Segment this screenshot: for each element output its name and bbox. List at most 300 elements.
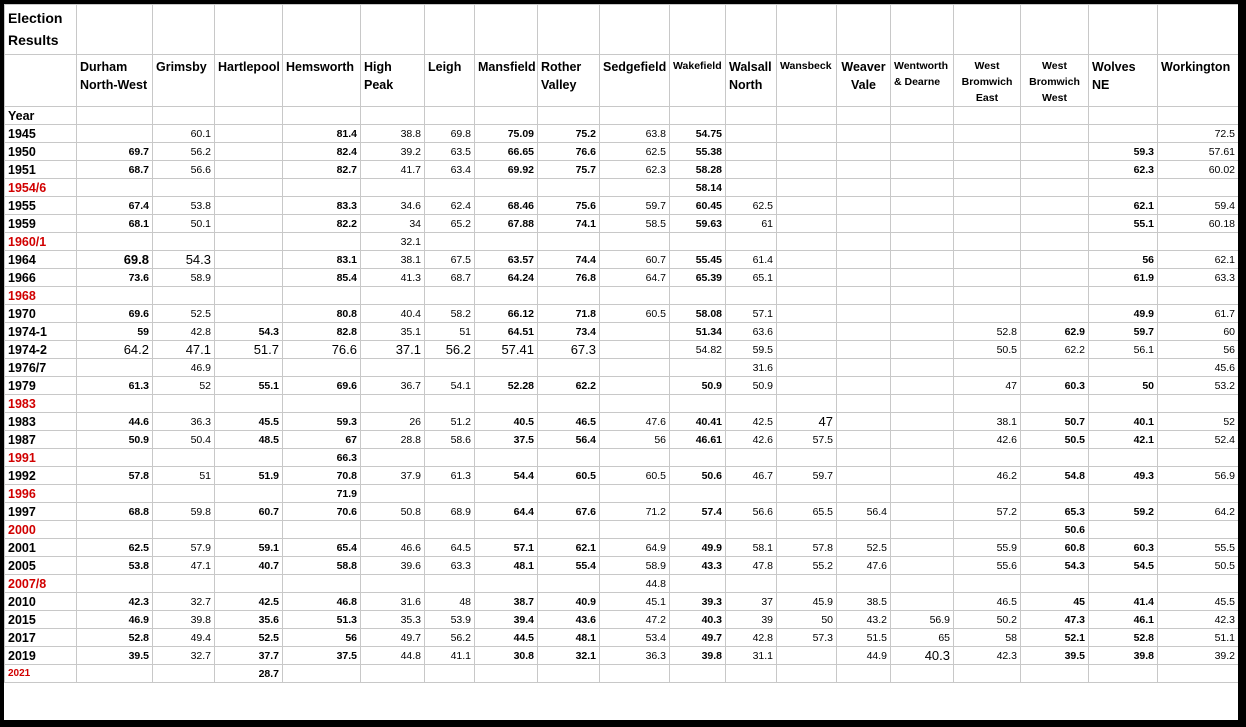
data-cell[interactable] bbox=[891, 251, 954, 269]
data-cell[interactable]: 54.82 bbox=[670, 341, 726, 359]
data-cell[interactable] bbox=[1089, 521, 1158, 539]
data-cell[interactable] bbox=[837, 467, 891, 485]
data-cell[interactable]: 50.5 bbox=[954, 341, 1021, 359]
data-cell[interactable] bbox=[891, 431, 954, 449]
data-cell[interactable] bbox=[954, 449, 1021, 467]
data-cell[interactable]: 60.3 bbox=[1021, 377, 1089, 395]
data-cell[interactable]: 34 bbox=[361, 215, 425, 233]
data-cell[interactable] bbox=[425, 665, 475, 683]
data-cell[interactable]: 47.3 bbox=[1021, 611, 1089, 629]
data-cell[interactable] bbox=[954, 305, 1021, 323]
data-cell[interactable]: 82.8 bbox=[283, 323, 361, 341]
data-cell[interactable]: 41.4 bbox=[1089, 593, 1158, 611]
data-cell[interactable] bbox=[891, 341, 954, 359]
data-cell[interactable] bbox=[891, 503, 954, 521]
data-cell[interactable]: 47.8 bbox=[726, 557, 777, 575]
data-cell[interactable]: 80.8 bbox=[283, 305, 361, 323]
data-cell[interactable] bbox=[538, 521, 600, 539]
data-cell[interactable] bbox=[954, 161, 1021, 179]
data-cell[interactable] bbox=[538, 665, 600, 683]
data-cell[interactable]: 57.61 bbox=[1158, 143, 1239, 161]
data-cell[interactable]: 68.9 bbox=[425, 503, 475, 521]
data-cell[interactable]: 55.5 bbox=[1158, 539, 1239, 557]
data-cell[interactable]: 42.3 bbox=[1158, 611, 1239, 629]
year-cell[interactable]: 1960/1 bbox=[5, 233, 77, 251]
data-cell[interactable]: 58.28 bbox=[670, 161, 726, 179]
data-cell[interactable]: 60.45 bbox=[670, 197, 726, 215]
data-cell[interactable] bbox=[891, 593, 954, 611]
data-cell[interactable] bbox=[837, 215, 891, 233]
data-cell[interactable]: 51.34 bbox=[670, 323, 726, 341]
data-cell[interactable]: 65.4 bbox=[283, 539, 361, 557]
data-cell[interactable]: 66.65 bbox=[475, 143, 538, 161]
year-cell[interactable]: 1992 bbox=[5, 467, 77, 485]
data-cell[interactable] bbox=[954, 197, 1021, 215]
data-cell[interactable] bbox=[777, 269, 837, 287]
data-cell[interactable]: 41.1 bbox=[425, 647, 475, 665]
data-cell[interactable]: 83.1 bbox=[283, 251, 361, 269]
data-cell[interactable] bbox=[837, 125, 891, 143]
data-cell[interactable]: 56.9 bbox=[891, 611, 954, 629]
data-cell[interactable] bbox=[1021, 269, 1089, 287]
data-cell[interactable]: 58.1 bbox=[726, 539, 777, 557]
data-cell[interactable] bbox=[1021, 197, 1089, 215]
data-cell[interactable]: 55.1 bbox=[1089, 215, 1158, 233]
data-cell[interactable] bbox=[475, 665, 538, 683]
data-cell[interactable]: 50.2 bbox=[954, 611, 1021, 629]
data-cell[interactable]: 63.57 bbox=[475, 251, 538, 269]
data-cell[interactable] bbox=[538, 179, 600, 197]
data-cell[interactable]: 44.6 bbox=[77, 413, 153, 431]
year-cell[interactable]: 1959 bbox=[5, 215, 77, 233]
data-cell[interactable] bbox=[1089, 125, 1158, 143]
data-cell[interactable]: 40.9 bbox=[538, 593, 600, 611]
data-cell[interactable]: 51 bbox=[425, 323, 475, 341]
data-cell[interactable]: 67 bbox=[283, 431, 361, 449]
data-cell[interactable]: 38.1 bbox=[361, 251, 425, 269]
data-cell[interactable]: 39.2 bbox=[361, 143, 425, 161]
data-cell[interactable] bbox=[891, 305, 954, 323]
data-cell[interactable]: 67.3 bbox=[538, 341, 600, 359]
data-cell[interactable] bbox=[153, 395, 215, 413]
data-cell[interactable] bbox=[777, 125, 837, 143]
data-cell[interactable]: 41.3 bbox=[361, 269, 425, 287]
column-header[interactable] bbox=[1021, 55, 1089, 107]
data-cell[interactable]: 57.5 bbox=[777, 431, 837, 449]
data-cell[interactable] bbox=[777, 143, 837, 161]
data-cell[interactable]: 46.5 bbox=[954, 593, 1021, 611]
data-cell[interactable]: 46.6 bbox=[361, 539, 425, 557]
data-cell[interactable]: 60.3 bbox=[1089, 539, 1158, 557]
data-cell[interactable] bbox=[425, 521, 475, 539]
data-cell[interactable]: 47 bbox=[777, 413, 837, 431]
data-cell[interactable]: 47.1 bbox=[153, 341, 215, 359]
data-cell[interactable]: 57.8 bbox=[77, 467, 153, 485]
year-cell[interactable]: 2017 bbox=[5, 629, 77, 647]
data-cell[interactable] bbox=[670, 359, 726, 377]
data-cell[interactable] bbox=[538, 485, 600, 503]
data-cell[interactable] bbox=[215, 143, 283, 161]
data-cell[interactable]: 45.6 bbox=[1158, 359, 1239, 377]
data-cell[interactable] bbox=[215, 305, 283, 323]
data-cell[interactable] bbox=[283, 575, 361, 593]
data-cell[interactable]: 67.5 bbox=[425, 251, 475, 269]
data-cell[interactable]: 59.7 bbox=[1089, 323, 1158, 341]
data-cell[interactable] bbox=[425, 575, 475, 593]
data-cell[interactable] bbox=[837, 305, 891, 323]
data-cell[interactable]: 69.8 bbox=[425, 125, 475, 143]
column-header[interactable] bbox=[283, 55, 361, 107]
data-cell[interactable] bbox=[777, 323, 837, 341]
data-cell[interactable]: 60.7 bbox=[215, 503, 283, 521]
data-cell[interactable] bbox=[1021, 665, 1089, 683]
data-cell[interactable]: 56 bbox=[600, 431, 670, 449]
data-cell[interactable]: 51.7 bbox=[215, 341, 283, 359]
data-cell[interactable]: 32.7 bbox=[153, 647, 215, 665]
data-cell[interactable] bbox=[891, 179, 954, 197]
data-cell[interactable]: 38.5 bbox=[837, 593, 891, 611]
data-cell[interactable]: 42.6 bbox=[726, 431, 777, 449]
data-cell[interactable]: 68.46 bbox=[475, 197, 538, 215]
data-cell[interactable]: 55.9 bbox=[954, 539, 1021, 557]
data-cell[interactable] bbox=[215, 161, 283, 179]
data-cell[interactable]: 50 bbox=[1089, 377, 1158, 395]
data-cell[interactable]: 50.5 bbox=[1158, 557, 1239, 575]
data-cell[interactable]: 65.3 bbox=[1021, 503, 1089, 521]
data-cell[interactable] bbox=[726, 179, 777, 197]
data-cell[interactable] bbox=[475, 575, 538, 593]
data-cell[interactable] bbox=[954, 485, 1021, 503]
data-cell[interactable] bbox=[837, 449, 891, 467]
data-cell[interactable] bbox=[777, 359, 837, 377]
data-cell[interactable]: 57.1 bbox=[475, 539, 538, 557]
data-cell[interactable]: 54.3 bbox=[153, 251, 215, 269]
data-cell[interactable]: 48.1 bbox=[538, 629, 600, 647]
data-cell[interactable] bbox=[777, 449, 837, 467]
column-header[interactable] bbox=[361, 55, 425, 107]
data-cell[interactable] bbox=[425, 233, 475, 251]
data-cell[interactable]: 73.6 bbox=[77, 269, 153, 287]
data-cell[interactable]: 54.3 bbox=[1021, 557, 1089, 575]
data-cell[interactable]: 39.5 bbox=[1021, 647, 1089, 665]
data-cell[interactable]: 61.9 bbox=[1089, 269, 1158, 287]
data-cell[interactable]: 75.7 bbox=[538, 161, 600, 179]
data-cell[interactable]: 71.9 bbox=[283, 485, 361, 503]
data-cell[interactable] bbox=[891, 287, 954, 305]
data-cell[interactable] bbox=[954, 233, 1021, 251]
column-header[interactable] bbox=[726, 55, 777, 107]
data-cell[interactable] bbox=[837, 341, 891, 359]
data-cell[interactable] bbox=[153, 575, 215, 593]
data-cell[interactable] bbox=[600, 395, 670, 413]
data-cell[interactable]: 60.5 bbox=[538, 467, 600, 485]
data-cell[interactable] bbox=[77, 125, 153, 143]
data-cell[interactable] bbox=[1021, 395, 1089, 413]
data-cell[interactable] bbox=[215, 485, 283, 503]
data-cell[interactable] bbox=[777, 215, 837, 233]
year-cell[interactable]: 1979 bbox=[5, 377, 77, 395]
data-cell[interactable] bbox=[361, 359, 425, 377]
data-cell[interactable]: 47.6 bbox=[837, 557, 891, 575]
data-cell[interactable]: 52.5 bbox=[153, 305, 215, 323]
data-cell[interactable]: 42.3 bbox=[954, 647, 1021, 665]
data-cell[interactable]: 46.9 bbox=[77, 611, 153, 629]
data-cell[interactable]: 51.1 bbox=[1158, 629, 1239, 647]
data-cell[interactable] bbox=[215, 251, 283, 269]
data-cell[interactable]: 58.8 bbox=[283, 557, 361, 575]
data-cell[interactable] bbox=[726, 233, 777, 251]
data-cell[interactable]: 37 bbox=[726, 593, 777, 611]
data-cell[interactable]: 35.1 bbox=[361, 323, 425, 341]
data-cell[interactable] bbox=[777, 395, 837, 413]
data-cell[interactable]: 61.3 bbox=[77, 377, 153, 395]
data-cell[interactable]: 76.6 bbox=[283, 341, 361, 359]
data-cell[interactable] bbox=[361, 521, 425, 539]
data-cell[interactable]: 48 bbox=[425, 593, 475, 611]
data-cell[interactable] bbox=[891, 575, 954, 593]
data-cell[interactable]: 42.8 bbox=[726, 629, 777, 647]
data-cell[interactable]: 71.2 bbox=[600, 503, 670, 521]
data-cell[interactable]: 69.8 bbox=[77, 251, 153, 269]
data-cell[interactable]: 58.5 bbox=[600, 215, 670, 233]
data-cell[interactable]: 55.2 bbox=[777, 557, 837, 575]
data-cell[interactable]: 39.4 bbox=[475, 611, 538, 629]
data-cell[interactable]: 37.5 bbox=[283, 647, 361, 665]
data-cell[interactable] bbox=[1021, 161, 1089, 179]
data-cell[interactable] bbox=[425, 287, 475, 305]
data-cell[interactable] bbox=[777, 233, 837, 251]
column-header[interactable] bbox=[600, 55, 670, 107]
data-cell[interactable]: 51.5 bbox=[837, 629, 891, 647]
data-cell[interactable]: 56.2 bbox=[425, 341, 475, 359]
data-cell[interactable]: 63.6 bbox=[726, 323, 777, 341]
data-cell[interactable]: 44.5 bbox=[475, 629, 538, 647]
data-cell[interactable]: 43.3 bbox=[670, 557, 726, 575]
data-cell[interactable] bbox=[1021, 287, 1089, 305]
data-cell[interactable] bbox=[670, 665, 726, 683]
data-cell[interactable] bbox=[77, 395, 153, 413]
data-cell[interactable]: 56 bbox=[1158, 341, 1239, 359]
data-cell[interactable]: 35.3 bbox=[361, 611, 425, 629]
data-cell[interactable]: 62.2 bbox=[1021, 341, 1089, 359]
data-cell[interactable] bbox=[891, 269, 954, 287]
data-cell[interactable] bbox=[475, 233, 538, 251]
data-cell[interactable]: 70.6 bbox=[283, 503, 361, 521]
data-cell[interactable]: 62.1 bbox=[1158, 251, 1239, 269]
data-cell[interactable]: 47 bbox=[954, 377, 1021, 395]
column-header[interactable] bbox=[891, 55, 954, 107]
data-cell[interactable]: 37.7 bbox=[215, 647, 283, 665]
data-cell[interactable] bbox=[283, 233, 361, 251]
data-cell[interactable]: 51.9 bbox=[215, 467, 283, 485]
data-cell[interactable]: 50.8 bbox=[361, 503, 425, 521]
data-cell[interactable]: 52.8 bbox=[77, 629, 153, 647]
data-cell[interactable]: 52.8 bbox=[1089, 629, 1158, 647]
data-cell[interactable] bbox=[1021, 485, 1089, 503]
data-cell[interactable]: 50.5 bbox=[1021, 431, 1089, 449]
data-cell[interactable]: 52 bbox=[1158, 413, 1239, 431]
data-cell[interactable]: 64.24 bbox=[475, 269, 538, 287]
data-cell[interactable]: 49.7 bbox=[361, 629, 425, 647]
data-cell[interactable]: 57.41 bbox=[475, 341, 538, 359]
data-cell[interactable] bbox=[777, 647, 837, 665]
data-cell[interactable]: 64.9 bbox=[600, 539, 670, 557]
data-cell[interactable] bbox=[425, 485, 475, 503]
data-cell[interactable]: 63.3 bbox=[425, 557, 475, 575]
data-cell[interactable] bbox=[837, 665, 891, 683]
data-cell[interactable] bbox=[726, 125, 777, 143]
data-cell[interactable]: 41.7 bbox=[361, 161, 425, 179]
data-cell[interactable] bbox=[475, 179, 538, 197]
data-cell[interactable]: 53.8 bbox=[153, 197, 215, 215]
data-cell[interactable]: 69.6 bbox=[77, 305, 153, 323]
data-cell[interactable] bbox=[153, 179, 215, 197]
data-cell[interactable]: 50.9 bbox=[670, 377, 726, 395]
data-cell[interactable]: 42.1 bbox=[1089, 431, 1158, 449]
data-cell[interactable]: 39.8 bbox=[153, 611, 215, 629]
year-cell[interactable]: 1983 bbox=[5, 395, 77, 413]
data-cell[interactable] bbox=[538, 359, 600, 377]
data-cell[interactable]: 32.1 bbox=[361, 233, 425, 251]
data-cell[interactable]: 56.6 bbox=[726, 503, 777, 521]
data-cell[interactable]: 42.6 bbox=[954, 431, 1021, 449]
data-cell[interactable] bbox=[153, 449, 215, 467]
data-cell[interactable] bbox=[215, 179, 283, 197]
data-cell[interactable] bbox=[1021, 143, 1089, 161]
data-cell[interactable]: 57.1 bbox=[726, 305, 777, 323]
data-cell[interactable] bbox=[891, 467, 954, 485]
data-cell[interactable]: 28.8 bbox=[361, 431, 425, 449]
data-cell[interactable]: 49.4 bbox=[153, 629, 215, 647]
data-cell[interactable]: 75.6 bbox=[538, 197, 600, 215]
data-cell[interactable] bbox=[1021, 125, 1089, 143]
data-cell[interactable] bbox=[891, 449, 954, 467]
data-cell[interactable] bbox=[726, 287, 777, 305]
data-cell[interactable]: 30.8 bbox=[475, 647, 538, 665]
data-cell[interactable] bbox=[891, 665, 954, 683]
data-cell[interactable]: 72.5 bbox=[1158, 125, 1239, 143]
data-cell[interactable]: 55.1 bbox=[215, 377, 283, 395]
year-cell[interactable]: 2019 bbox=[5, 647, 77, 665]
data-cell[interactable] bbox=[77, 359, 153, 377]
data-cell[interactable] bbox=[77, 575, 153, 593]
data-cell[interactable]: 52 bbox=[153, 377, 215, 395]
data-cell[interactable] bbox=[837, 431, 891, 449]
year-cell[interactable]: 1974-2 bbox=[5, 341, 77, 359]
data-cell[interactable]: 40.5 bbox=[475, 413, 538, 431]
data-cell[interactable] bbox=[215, 215, 283, 233]
data-cell[interactable] bbox=[153, 485, 215, 503]
year-cell[interactable]: 1970 bbox=[5, 305, 77, 323]
data-cell[interactable]: 54.5 bbox=[1089, 557, 1158, 575]
data-cell[interactable]: 62.9 bbox=[1021, 323, 1089, 341]
data-cell[interactable]: 49.3 bbox=[1089, 467, 1158, 485]
data-cell[interactable]: 62.4 bbox=[425, 197, 475, 215]
data-cell[interactable] bbox=[837, 377, 891, 395]
data-cell[interactable] bbox=[475, 521, 538, 539]
data-cell[interactable] bbox=[283, 179, 361, 197]
corner-cell[interactable] bbox=[5, 55, 77, 107]
data-cell[interactable]: 45.5 bbox=[215, 413, 283, 431]
data-cell[interactable]: 52.8 bbox=[954, 323, 1021, 341]
data-cell[interactable]: 53.9 bbox=[425, 611, 475, 629]
data-cell[interactable]: 61 bbox=[726, 215, 777, 233]
data-cell[interactable] bbox=[891, 539, 954, 557]
data-cell[interactable]: 59.7 bbox=[600, 197, 670, 215]
data-cell[interactable]: 57.2 bbox=[954, 503, 1021, 521]
data-cell[interactable]: 56.2 bbox=[425, 629, 475, 647]
data-cell[interactable] bbox=[670, 485, 726, 503]
data-cell[interactable] bbox=[726, 575, 777, 593]
data-cell[interactable] bbox=[954, 287, 1021, 305]
data-cell[interactable]: 42.8 bbox=[153, 323, 215, 341]
data-cell[interactable]: 60.5 bbox=[600, 467, 670, 485]
data-cell[interactable] bbox=[215, 287, 283, 305]
data-cell[interactable] bbox=[1158, 485, 1239, 503]
column-header[interactable] bbox=[1089, 55, 1158, 107]
data-cell[interactable]: 39.8 bbox=[670, 647, 726, 665]
data-cell[interactable]: 39.3 bbox=[670, 593, 726, 611]
data-cell[interactable]: 59.3 bbox=[283, 413, 361, 431]
data-cell[interactable]: 51.3 bbox=[283, 611, 361, 629]
data-cell[interactable]: 50.6 bbox=[670, 467, 726, 485]
data-cell[interactable] bbox=[475, 449, 538, 467]
data-cell[interactable] bbox=[837, 323, 891, 341]
year-cell[interactable]: 2007/8 bbox=[5, 575, 77, 593]
data-cell[interactable] bbox=[726, 665, 777, 683]
data-cell[interactable]: 40.41 bbox=[670, 413, 726, 431]
data-cell[interactable] bbox=[153, 233, 215, 251]
column-header[interactable] bbox=[837, 55, 891, 107]
data-cell[interactable] bbox=[1021, 449, 1089, 467]
data-cell[interactable] bbox=[837, 521, 891, 539]
data-cell[interactable]: 56.1 bbox=[1089, 341, 1158, 359]
data-cell[interactable] bbox=[891, 197, 954, 215]
data-cell[interactable] bbox=[1021, 179, 1089, 197]
data-cell[interactable] bbox=[777, 665, 837, 683]
year-cell[interactable]: 1974-1 bbox=[5, 323, 77, 341]
data-cell[interactable]: 73.4 bbox=[538, 323, 600, 341]
data-cell[interactable]: 37.9 bbox=[361, 467, 425, 485]
data-cell[interactable] bbox=[538, 575, 600, 593]
data-cell[interactable]: 62.3 bbox=[600, 161, 670, 179]
year-cell[interactable]: 1955 bbox=[5, 197, 77, 215]
data-cell[interactable] bbox=[837, 179, 891, 197]
data-cell[interactable]: 75.09 bbox=[475, 125, 538, 143]
data-cell[interactable]: 45.1 bbox=[600, 593, 670, 611]
data-cell[interactable] bbox=[837, 197, 891, 215]
data-cell[interactable] bbox=[1021, 305, 1089, 323]
year-header[interactable]: Year bbox=[5, 107, 77, 125]
data-cell[interactable]: 35.6 bbox=[215, 611, 283, 629]
year-cell[interactable]: 1950 bbox=[5, 143, 77, 161]
data-cell[interactable] bbox=[600, 179, 670, 197]
data-cell[interactable]: 75.2 bbox=[538, 125, 600, 143]
data-cell[interactable] bbox=[954, 179, 1021, 197]
data-cell[interactable] bbox=[1089, 485, 1158, 503]
data-cell[interactable] bbox=[1089, 287, 1158, 305]
data-cell[interactable] bbox=[891, 359, 954, 377]
data-cell[interactable]: 60.1 bbox=[153, 125, 215, 143]
data-cell[interactable]: 45.9 bbox=[777, 593, 837, 611]
data-cell[interactable]: 56 bbox=[1089, 251, 1158, 269]
data-cell[interactable]: 58.14 bbox=[670, 179, 726, 197]
data-cell[interactable] bbox=[425, 359, 475, 377]
data-cell[interactable] bbox=[425, 449, 475, 467]
data-cell[interactable]: 50 bbox=[777, 611, 837, 629]
data-cell[interactable] bbox=[891, 377, 954, 395]
data-cell[interactable]: 57.3 bbox=[777, 629, 837, 647]
